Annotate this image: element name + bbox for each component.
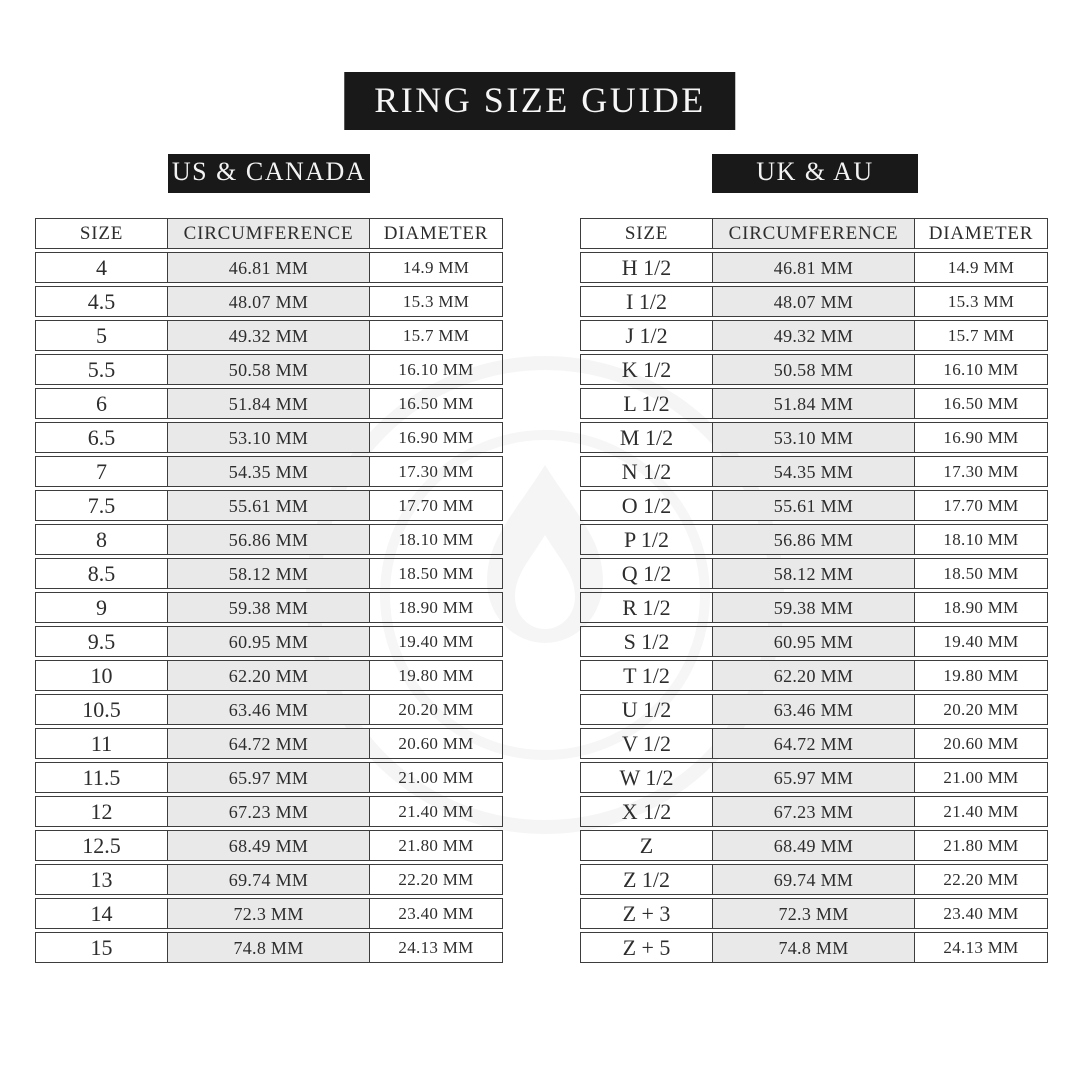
size-cell: 10.5 (35, 694, 168, 725)
circumference-cell: 69.74 MM (168, 864, 370, 895)
diameter-cell: 21.80 MM (370, 830, 503, 861)
size-cell: W 1/2 (580, 762, 713, 793)
diameter-cell: 21.40 MM (915, 796, 1048, 827)
size-cell: 13 (35, 864, 168, 895)
diameter-cell: 19.80 MM (915, 660, 1048, 691)
size-cell: 15 (35, 932, 168, 963)
table-row (35, 898, 503, 929)
table-row (580, 830, 1048, 861)
table-row (580, 762, 1048, 793)
circumference-cell: 69.74 MM (713, 864, 915, 895)
circumference-cell: 56.86 MM (713, 524, 915, 555)
size-cell: Z 1/2 (580, 864, 713, 895)
table-row (35, 762, 503, 793)
diameter-cell: 17.30 MM (915, 456, 1048, 487)
diameter-cell: 16.50 MM (915, 388, 1048, 419)
column-header-diameter: DIAMETER (915, 218, 1048, 249)
circumference-cell: 60.95 MM (713, 626, 915, 657)
size-cell: 6 (35, 388, 168, 419)
diameter-cell: 23.40 MM (370, 898, 503, 929)
diameter-cell: 19.80 MM (370, 660, 503, 691)
size-cell: 12 (35, 796, 168, 827)
size-cell: U 1/2 (580, 694, 713, 725)
size-cell: Q 1/2 (580, 558, 713, 589)
us-table-header-row (35, 218, 503, 249)
circumference-cell: 74.8 MM (713, 932, 915, 963)
size-cell: Z + 5 (580, 932, 713, 963)
table-row (35, 796, 503, 827)
diameter-cell: 17.70 MM (915, 490, 1048, 521)
circumference-cell: 48.07 MM (168, 286, 370, 317)
size-cell: 7.5 (35, 490, 168, 521)
size-cell: 8 (35, 524, 168, 555)
circumference-cell: 56.86 MM (168, 524, 370, 555)
size-cell: 4.5 (35, 286, 168, 317)
size-cell: Z (580, 830, 713, 861)
table-row (35, 864, 503, 895)
circumference-cell: 54.35 MM (713, 456, 915, 487)
table-row (580, 932, 1048, 963)
diameter-cell: 21.00 MM (915, 762, 1048, 793)
circumference-cell: 68.49 MM (713, 830, 915, 861)
size-cell: I 1/2 (580, 286, 713, 317)
size-cell: M 1/2 (580, 422, 713, 453)
size-cell: R 1/2 (580, 592, 713, 623)
table-row (35, 388, 503, 419)
diameter-cell: 16.50 MM (370, 388, 503, 419)
diameter-cell: 18.10 MM (370, 524, 503, 555)
diameter-cell: 24.13 MM (370, 932, 503, 963)
page-title: RING SIZE GUIDE (344, 72, 735, 130)
size-cell: K 1/2 (580, 354, 713, 385)
column-header-size: SIZE (580, 218, 713, 249)
table-row (35, 660, 503, 691)
diameter-cell: 15.7 MM (915, 320, 1048, 351)
diameter-cell: 16.10 MM (370, 354, 503, 385)
circumference-cell: 67.23 MM (168, 796, 370, 827)
table-row (580, 286, 1048, 317)
size-cell: 12.5 (35, 830, 168, 861)
diameter-cell: 21.80 MM (915, 830, 1048, 861)
size-cell: 7 (35, 456, 168, 487)
diameter-cell: 15.3 MM (370, 286, 503, 317)
diameter-cell: 15.3 MM (915, 286, 1048, 317)
size-cell: S 1/2 (580, 626, 713, 657)
diameter-cell: 21.00 MM (370, 762, 503, 793)
table-row (35, 252, 503, 283)
table-row (35, 320, 503, 351)
circumference-cell: 59.38 MM (713, 592, 915, 623)
region-label-uk-au: UK & AU (712, 154, 918, 193)
diameter-cell: 18.50 MM (370, 558, 503, 589)
circumference-cell: 54.35 MM (168, 456, 370, 487)
table-row (580, 490, 1048, 521)
table-row (35, 456, 503, 487)
circumference-cell: 55.61 MM (168, 490, 370, 521)
size-cell: 9.5 (35, 626, 168, 657)
size-cell: V 1/2 (580, 728, 713, 759)
table-row (35, 592, 503, 623)
table-row (580, 592, 1048, 623)
circumference-cell: 58.12 MM (713, 558, 915, 589)
size-cell: 10 (35, 660, 168, 691)
diameter-cell: 20.60 MM (915, 728, 1048, 759)
circumference-cell: 63.46 MM (168, 694, 370, 725)
table-row (580, 694, 1048, 725)
table-row (35, 524, 503, 555)
diameter-cell: 21.40 MM (370, 796, 503, 827)
diameter-cell: 16.90 MM (915, 422, 1048, 453)
diameter-cell: 24.13 MM (915, 932, 1048, 963)
diameter-cell: 22.20 MM (370, 864, 503, 895)
circumference-cell: 49.32 MM (713, 320, 915, 351)
size-cell: 11.5 (35, 762, 168, 793)
circumference-cell: 60.95 MM (168, 626, 370, 657)
diameter-cell: 18.10 MM (915, 524, 1048, 555)
table-row (580, 626, 1048, 657)
table-row (35, 422, 503, 453)
table-row (35, 694, 503, 725)
diameter-cell: 16.90 MM (370, 422, 503, 453)
size-cell: Z + 3 (580, 898, 713, 929)
column-header-size: SIZE (35, 218, 168, 249)
table-row (35, 558, 503, 589)
table-row (35, 286, 503, 317)
table-row (35, 626, 503, 657)
uk-table-header-row (580, 218, 1048, 249)
column-header-circumference: CIRCUMFERENCE (168, 218, 370, 249)
circumference-cell: 65.97 MM (168, 762, 370, 793)
diameter-cell: 20.20 MM (370, 694, 503, 725)
table-row (580, 660, 1048, 691)
table-row (580, 422, 1048, 453)
table-row (35, 728, 503, 759)
diameter-cell: 16.10 MM (915, 354, 1048, 385)
circumference-cell: 63.46 MM (713, 694, 915, 725)
size-cell: 6.5 (35, 422, 168, 453)
table-row (35, 932, 503, 963)
diameter-cell: 17.30 MM (370, 456, 503, 487)
circumference-cell: 62.20 MM (168, 660, 370, 691)
circumference-cell: 62.20 MM (713, 660, 915, 691)
diameter-cell: 18.90 MM (915, 592, 1048, 623)
diameter-cell: 22.20 MM (915, 864, 1048, 895)
circumference-cell: 74.8 MM (168, 932, 370, 963)
size-cell: 5.5 (35, 354, 168, 385)
size-cell: J 1/2 (580, 320, 713, 351)
circumference-cell: 53.10 MM (168, 422, 370, 453)
table-row (580, 388, 1048, 419)
diameter-cell: 20.20 MM (915, 694, 1048, 725)
circumference-cell: 64.72 MM (168, 728, 370, 759)
table-row (580, 252, 1048, 283)
circumference-cell: 72.3 MM (713, 898, 915, 929)
circumference-cell: 55.61 MM (713, 490, 915, 521)
table-row (580, 354, 1048, 385)
table-row (580, 796, 1048, 827)
column-header-circumference: CIRCUMFERENCE (713, 218, 915, 249)
diameter-cell: 23.40 MM (915, 898, 1048, 929)
table-row (580, 728, 1048, 759)
circumference-cell: 48.07 MM (713, 286, 915, 317)
size-cell: 9 (35, 592, 168, 623)
table-row (35, 830, 503, 861)
column-header-diameter: DIAMETER (370, 218, 503, 249)
size-cell: L 1/2 (580, 388, 713, 419)
table-row (580, 320, 1048, 351)
diameter-cell: 20.60 MM (370, 728, 503, 759)
region-label-us-canada: US & CANADA (168, 154, 370, 193)
diameter-cell: 19.40 MM (370, 626, 503, 657)
circumference-cell: 59.38 MM (168, 592, 370, 623)
size-cell: H 1/2 (580, 252, 713, 283)
circumference-cell: 72.3 MM (168, 898, 370, 929)
table-row (35, 490, 503, 521)
size-cell: T 1/2 (580, 660, 713, 691)
size-cell: 8.5 (35, 558, 168, 589)
circumference-cell: 51.84 MM (168, 388, 370, 419)
table-row (580, 456, 1048, 487)
diameter-cell: 15.7 MM (370, 320, 503, 351)
size-cell: X 1/2 (580, 796, 713, 827)
diameter-cell: 18.50 MM (915, 558, 1048, 589)
size-cell: N 1/2 (580, 456, 713, 487)
circumference-cell: 67.23 MM (713, 796, 915, 827)
size-cell: 5 (35, 320, 168, 351)
circumference-cell: 46.81 MM (713, 252, 915, 283)
circumference-cell: 65.97 MM (713, 762, 915, 793)
table-row (580, 524, 1048, 555)
circumference-cell: 46.81 MM (168, 252, 370, 283)
diameter-cell: 14.9 MM (915, 252, 1048, 283)
circumference-cell: 68.49 MM (168, 830, 370, 861)
diameter-cell: 19.40 MM (915, 626, 1048, 657)
size-cell: 4 (35, 252, 168, 283)
table-row (580, 898, 1048, 929)
size-cell: 14 (35, 898, 168, 929)
size-cell: P 1/2 (580, 524, 713, 555)
us-canada-size-table (35, 218, 503, 963)
circumference-cell: 64.72 MM (713, 728, 915, 759)
uk-au-size-table (580, 218, 1048, 963)
table-row (580, 558, 1048, 589)
size-cell: 11 (35, 728, 168, 759)
circumference-cell: 50.58 MM (168, 354, 370, 385)
diameter-cell: 17.70 MM (370, 490, 503, 521)
table-row (580, 864, 1048, 895)
diameter-cell: 18.90 MM (370, 592, 503, 623)
diameter-cell: 14.9 MM (370, 252, 503, 283)
circumference-cell: 53.10 MM (713, 422, 915, 453)
table-row (35, 354, 503, 385)
circumference-cell: 49.32 MM (168, 320, 370, 351)
circumference-cell: 51.84 MM (713, 388, 915, 419)
circumference-cell: 50.58 MM (713, 354, 915, 385)
circumference-cell: 58.12 MM (168, 558, 370, 589)
size-cell: O 1/2 (580, 490, 713, 521)
